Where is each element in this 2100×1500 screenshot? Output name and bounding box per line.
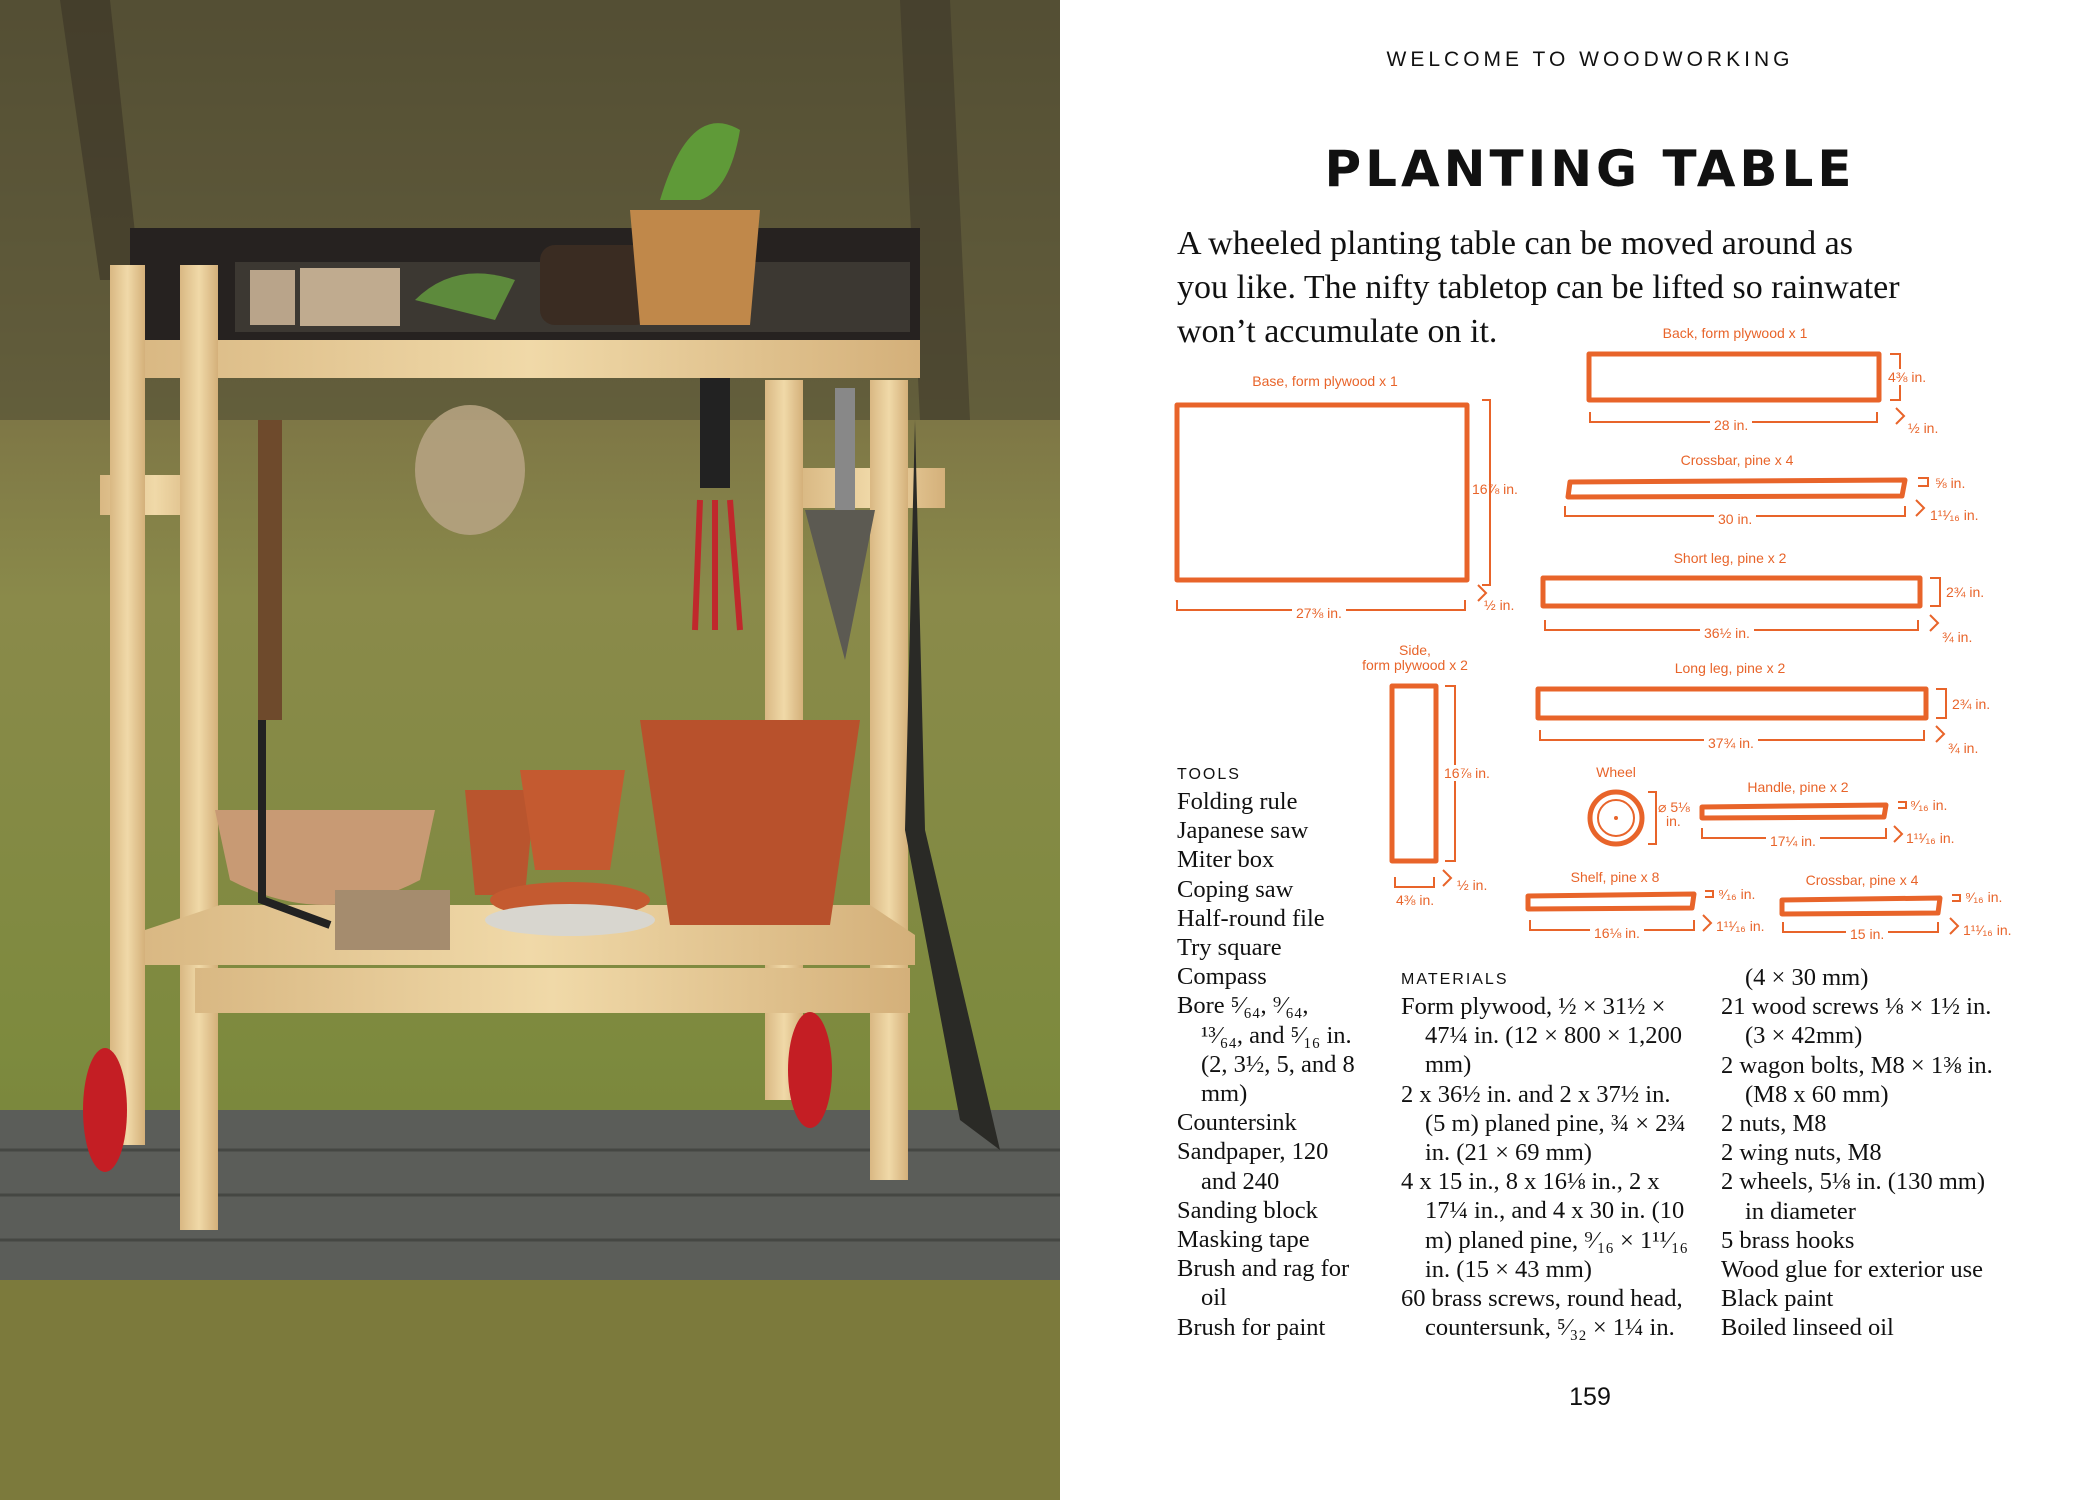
list-line: Wood glue for exterior use <box>1721 1256 1983 1284</box>
list-line: 2 x 36½ in. and 2 x 37½ in. <box>1401 1080 1671 1108</box>
list-line: ¹³⁄₆₄, and ⁵⁄₁₆ in. <box>1201 1021 1352 1049</box>
long-leg-part <box>1538 689 1926 718</box>
list-line: Brush for paint <box>1177 1313 1326 1341</box>
list-line: (M8 x 60 mm) <box>1745 1080 1889 1108</box>
short-leg-thickness: ¾ in. <box>1942 629 1973 645</box>
side-label-line: form plywood x 2 <box>1362 657 1468 673</box>
shelf-width: 1¹¹⁄₁₆ in. <box>1716 918 1765 934</box>
handle-width: 1¹¹⁄₁₆ in. <box>1906 830 1955 846</box>
list-line: Compass <box>1177 963 1267 991</box>
list-line: 2 nuts, M8 <box>1721 1110 1827 1138</box>
tools-list <box>1177 787 1355 1342</box>
list-line: Bore ⁵⁄₆₄, ⁹⁄₆₄, <box>1177 992 1309 1020</box>
back-height: 4⅜ in. <box>1888 369 1927 385</box>
side-thickness: ½ in. <box>1457 877 1488 893</box>
wheel-diameter <box>1658 800 1690 828</box>
side-label-line: Side, <box>1399 642 1431 658</box>
list-line: in. (15 × 43 mm) <box>1425 1255 1592 1283</box>
page-title: PLANTING TABLE <box>1324 140 1856 198</box>
list-line: oil <box>1201 1284 1227 1312</box>
list-line: 17¼ in., and 4 x 30 in. (10 <box>1425 1197 1685 1225</box>
list-line: in diameter <box>1745 1197 1856 1225</box>
side-label <box>1362 643 1468 673</box>
list-line: 5 brass hooks <box>1721 1226 1855 1254</box>
list-line: Masking tape <box>1177 1226 1310 1254</box>
base-part <box>1177 405 1467 580</box>
intro-line: A wheeled planting table can be moved around as <box>1177 225 1853 262</box>
base-height: 16⅞ in. <box>1472 481 1518 497</box>
wheel-diameter-unit: in. <box>1666 813 1681 829</box>
list-line: Brush and rag for <box>1177 1255 1350 1283</box>
list-line: Form plywood, ½ × 31½ × <box>1401 993 1666 1020</box>
list-line: countersunk, ⁵⁄₃₂ × 1¼ in. <box>1425 1314 1675 1342</box>
crossbar-label: Crossbar, pine x 4 <box>1680 452 1794 468</box>
handle-length: 17¼ in. <box>1766 833 1820 849</box>
list-line: 47¼ in. (12 × 800 × 1,200 <box>1425 1022 1682 1050</box>
list-line: (5 m) planed pine, ¾ × 2¾ <box>1425 1109 1686 1137</box>
crossbar-short-label: Crossbar, pine x 4 <box>1805 872 1919 888</box>
list-line: 4 x 15 in., 8 x 16⅛ in., 2 x <box>1401 1168 1660 1196</box>
list-line: Countersink <box>1177 1109 1297 1137</box>
long-leg-width: 2¾ in. <box>1952 696 1991 712</box>
crossbar-part <box>1568 480 1905 497</box>
tools-heading: TOOLS <box>1177 766 1241 783</box>
intro-line: won’t accumulate on it. <box>1177 313 1498 350</box>
side-part <box>1392 686 1436 861</box>
shelf-label: Shelf, pine x 8 <box>1570 869 1660 885</box>
page-number: 159 <box>1569 1383 1611 1411</box>
handle-part <box>1702 805 1886 818</box>
back-label: Back, form plywood x 1 <box>1662 325 1808 341</box>
long-leg-label: Long leg, pine x 2 <box>1674 660 1786 676</box>
list-line: Half-round file <box>1177 904 1325 932</box>
list-line: Sandpaper, 120 <box>1177 1138 1329 1166</box>
side-width: 4⅜ in. <box>1396 892 1435 908</box>
list-line: Coping saw <box>1177 875 1294 903</box>
wheel-label: Wheel <box>1596 764 1636 780</box>
list-line: Folding rule <box>1177 788 1298 815</box>
handle-thickness: ⁹⁄₁₆ in. <box>1910 797 1948 813</box>
list-line: and 240 <box>1201 1167 1280 1195</box>
crossbar-short-length: 15 in. <box>1846 926 1888 942</box>
list-line: 2 wing nuts, M8 <box>1721 1139 1882 1167</box>
crossbar-length: 30 in. <box>1714 511 1756 527</box>
back-width: 28 in. <box>1710 417 1752 433</box>
shelf-thickness: ⁹⁄₁₆ in. <box>1718 886 1756 902</box>
list-line: (4 × 30 mm) <box>1745 964 1869 991</box>
back-part <box>1589 354 1879 400</box>
short-leg-length: 36½ in. <box>1700 625 1754 641</box>
short-leg-label: Short leg, pine x 2 <box>1673 550 1787 566</box>
shelf-length: 16⅛ in. <box>1590 925 1644 941</box>
crossbar-short-part <box>1782 898 1940 914</box>
list-line: 2 wheels, 5⅛ in. (130 mm) <box>1721 1168 1986 1196</box>
instruction-page <box>1060 0 2100 1500</box>
base-thickness: ½ in. <box>1484 597 1515 613</box>
list-line: Japanese saw <box>1177 817 1309 845</box>
crossbar-thickness: ⅝ in. <box>1935 475 1966 491</box>
shelf-part <box>1528 894 1694 909</box>
list-line: in. (21 × 69 mm) <box>1425 1139 1592 1167</box>
side-height: 16⅞ in. <box>1444 765 1490 781</box>
list-line: mm) <box>1201 1080 1248 1108</box>
materials-list-col2 <box>1721 963 1993 1343</box>
base-width: 27⅜ in. <box>1292 605 1346 621</box>
handle-label: Handle, pine x 2 <box>1747 779 1849 795</box>
short-leg-width: 2¾ in. <box>1946 584 1985 600</box>
materials-list-col1 <box>1401 992 1688 1342</box>
intro-line: you like. The nifty tabletop can be lifted so rainwater <box>1177 269 1900 306</box>
list-line: 2 wagon bolts, M8 × 1⅜ in. <box>1721 1051 1993 1079</box>
crossbar-short-thickness: ⁹⁄₁₆ in. <box>1965 889 2003 905</box>
list-line: Boiled linseed oil <box>1721 1314 1894 1342</box>
list-line: 21 wood screws ⅛ × 1½ in. <box>1721 993 1992 1021</box>
back-thickness: ½ in. <box>1908 420 1939 436</box>
long-leg-thickness: ¾ in. <box>1948 740 1979 756</box>
long-leg-length: 37¾ in. <box>1704 735 1758 751</box>
list-line: (2, 3½, 5, and 8 <box>1201 1050 1355 1078</box>
list-line: mm) <box>1425 1051 1472 1079</box>
list-line: Black paint <box>1721 1285 1834 1313</box>
list-line: Try square <box>1177 934 1282 962</box>
short-leg-part <box>1543 578 1920 606</box>
crossbar-short-width: 1¹¹⁄₁₆ in. <box>1963 922 2012 938</box>
list-line: 60 brass screws, round head, <box>1401 1285 1683 1313</box>
materials-heading: MATERIALS <box>1401 971 1509 988</box>
list-line: (3 × 42mm) <box>1745 1022 1863 1050</box>
list-line: Miter box <box>1177 846 1275 874</box>
base-label: Base, form plywood x 1 <box>1252 373 1398 389</box>
list-line: Sanding block <box>1177 1196 1318 1224</box>
wheel-diameter-value: ⌀ 5⅛ <box>1658 799 1690 815</box>
running-header: WELCOME TO WOODWORKING <box>1386 48 1794 71</box>
list-line: m) planed pine, ⁹⁄₁₆ × 1¹¹⁄₁₆ <box>1425 1226 1689 1254</box>
crossbar-width: 1¹¹⁄₁₆ in. <box>1930 507 1979 523</box>
